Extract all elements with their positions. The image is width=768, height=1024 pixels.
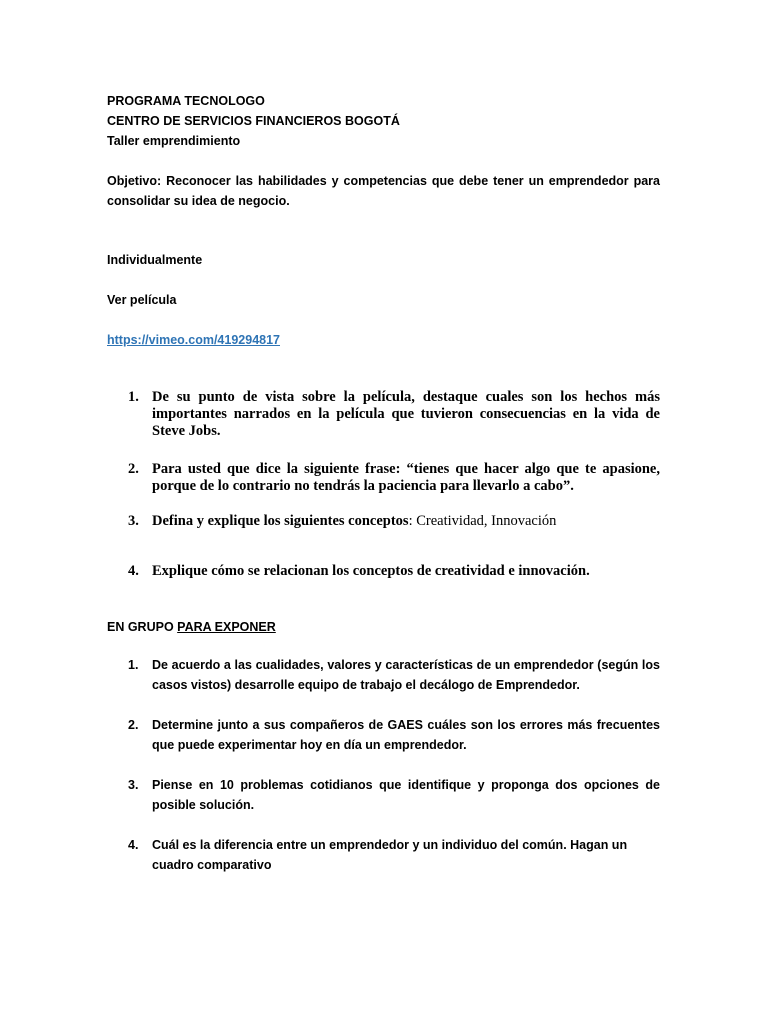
individual-question-4: Explique cómo se relacionan los conceptos de creatividad e innovación. [152,563,590,579]
group-question-3: Piense en 10 problemas cotidianos que identifique y proponga dos opciones de posible solución. [152,778,660,812]
question-number: 2. [128,718,139,732]
group-question-2: Determine junto a sus compañeros de GAES cuáles son los errores más frecuentes que puede experimentar hoy en día un emprendedor. [152,718,660,752]
individual-label: Individualmente [107,253,203,267]
question-number: 2. [128,461,139,477]
question-number: 1. [128,658,139,672]
question-3-concepts: : Creatividad, Innovación [408,513,557,529]
individual-question-2: Para usted que dice la siguiente frase: “tienes que hacer algo que te apasione, porque de lo contrario no tendrás la paciencia para llevarlo a cabo”. [152,461,660,494]
workshop-title: Taller emprendimiento [107,134,241,148]
question-number: 3. [128,778,139,792]
question-number: 3. [128,513,139,529]
group-question-1: De acuerdo a las cualidades, valores y características de un emprendedor (según los casos vistos) desarrolle equipo de trabajo el decálogo de Emprendedor. [152,658,660,692]
question-number: 1. [128,389,139,405]
question-number: 4. [128,838,139,852]
center-name: CENTRO DE SERVICIOS FINANCIEROS BOGOTÁ [107,114,400,128]
video-link[interactable]: https://vimeo.com/419294817 [107,333,280,347]
group-heading-underlined: PARA EXPONER [177,620,276,634]
program-title: PROGRAMA TECNOLOGO [107,94,265,108]
individual-question-3 [152,513,660,530]
video-link-row [107,330,660,350]
objective-paragraph: Objetivo: Reconocer las habilidades y competencias que debe tener un emprendedor para consolidar su idea de negocio. [107,174,660,208]
group-heading-prefix: EN GRUPO [107,620,178,634]
question-number: 4. [128,563,139,579]
question-3-text: Defina y explique los siguientes conceptos [152,513,409,529]
individual-question-1: De su punto de vista sobre la película, destaque cuales son los hechos más importantes narrados en la película que tuvieron consecuencias en la vida de Steve Jobs. [152,389,660,439]
watch-label: Ver película [107,293,177,307]
group-heading [107,617,660,637]
document-header [107,91,660,151]
group-question-4: Cuál es la diferencia entre un emprendedor y un individuo del común. Hagan un cuadro comparativo [152,838,628,872]
